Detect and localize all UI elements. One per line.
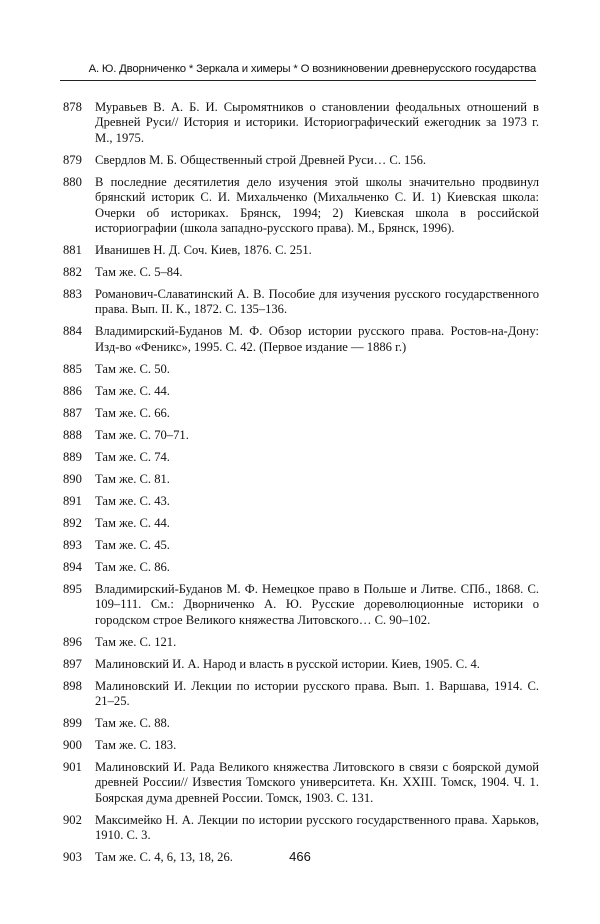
endnote-number: 878 [63,100,82,114]
endnote-item [63,100,539,146]
endnote-number: 890 [63,471,82,486]
endnote-item [63,657,539,672]
endnote-item [63,560,539,575]
endnote-item [63,175,539,237]
endnote-text: Там же. С. 5–84. [95,265,183,280]
endnote-text: Там же. С. 50. [95,361,170,376]
endnote-number: 885 [63,361,82,376]
endnote-text: Романович-Славатинский А. В. Пособие для изучения русского государственного права. Вып. II. К., 1872. С. 135–136. [95,287,539,317]
endnote-number: 895 [63,581,82,596]
endnote-text: Малиновский И. А. Народ и власть в русской истории. Киев, 1905. С. 4. [95,656,480,671]
endnote-number: 886 [63,383,82,398]
endnote-text: Муравьев В. А. Б. И. Сыромятников о становлении феодальных отношений в Древней Руси// История и историки. Историографический ежегодник за 1973 г. М., 1975. [95,100,539,145]
endnote-number: 882 [63,265,82,280]
endnote-item [63,760,539,806]
endnote-text: Там же. С. 66. [95,405,170,420]
endnote-number: 887 [63,405,82,420]
endnote-number: 879 [63,152,82,167]
endnote-text: Там же. С. 88. [95,716,170,731]
endnote-item [63,635,539,650]
endnote-item [63,516,539,531]
endnote-number: 900 [63,738,82,753]
endnote-item [63,153,539,168]
endnote-text: Там же. С. 86. [95,559,170,574]
endnote-number: 897 [63,656,82,671]
endnote-text: Там же. С. 74. [95,449,170,464]
endnote-item [63,813,539,844]
endnote-item [63,738,539,753]
endnote-text: Там же. С. 121. [95,634,177,649]
endnote-number: 891 [63,493,82,508]
endnote-text: Свердлов М. Б. Общественный строй Древней Руси… С. 156. [95,152,427,167]
endnote-number: 892 [63,515,82,530]
endnote-number: 880 [63,174,82,189]
page-number: 466 [289,849,311,864]
endnote-text: Там же. С. 183. [95,738,177,753]
endnote-item [63,582,539,628]
endnote-item [63,384,539,399]
endnote-item [63,362,539,377]
endnote-text: Там же. С. 81. [95,471,170,486]
endnote-number: 888 [63,427,82,442]
endnote-text: Максимейко Н. А. Лекции по истории русского государственного права. Харьков, 1910. С. 3. [95,812,539,843]
endnote-item [63,406,539,421]
endnote-text: В последние десятилетия дело изучения этой школы значительно продвинул брянский историк С. И. Михальченко (Михальченко С. И. 1) Киевская школа: Очерки об историках. Брянск, 1994; 2) Киевская школа в российской историографии (школа западно-русского права). М., Брянск, 1996). [95,174,539,236]
endnote-item [63,679,539,710]
endnote-number: 881 [63,243,82,258]
endnote-number: 883 [63,287,82,302]
endnote-item [63,324,539,355]
endnote-text: Малиновский И. Лекции по истории русского права. Вып. 1. Варшава, 1914. С. 21–25. [95,678,539,709]
endnote-text: Там же. С. 70–71. [95,427,189,442]
endnotes-list [63,100,539,872]
endnote-item [63,472,539,487]
endnote-item [63,428,539,443]
endnote-number: 889 [63,449,82,464]
endnote-number: 894 [63,559,82,574]
endnote-text: Там же. С. 4, 6, 13, 18, 26. [95,850,233,865]
endnote-number: 884 [63,324,82,339]
endnote-number: 896 [63,634,82,649]
endnote-text: Там же. С. 44. [95,383,170,398]
endnote-number: 903 [63,850,82,865]
endnote-item [63,538,539,553]
endnote-item [63,243,539,258]
endnote-item [63,287,539,318]
running-header: А. Ю. Дворниченко * Зеркала и химеры * О возникновении древнерусского государства [88,63,536,75]
endnote-item [63,265,539,280]
endnote-text: Малиновский И. Рада Великого княжества Литовского в связи с боярской думой древней России// Известия Томского университета. Кн. XXIII. Томск, 1904. Ч. 1. Боярская дума древней России. Томск, 1903. С. 131. [95,760,539,805]
endnote-text: Там же. С. 44. [95,515,170,530]
endnote-number: 899 [63,716,82,731]
endnote-text: Владимирский-Буданов М. Ф. Немецкое право в Польше и Литве. СПб., 1868. С. 109–111. См.: Дворниченко А. Ю. Русские дореволюционные историки о городском строе Великого княжества Литовского… С. 90–102. [95,581,539,627]
endnote-item [63,450,539,465]
endnote-number: 898 [63,678,82,693]
endnote-text: Иванишев Н. Д. Соч. Киев, 1876. С. 251. [95,243,312,258]
header-rule [60,80,536,81]
endnote-text: Там же. С. 45. [95,537,170,552]
endnote-text: Там же. С. 43. [95,493,170,508]
endnote-item [63,716,539,731]
endnote-text: Владимирский-Буданов М. Ф. Обзор истории русского права. Ростов-на-Дону: Изд-во «Феникс», 1995. С. 42. (Первое издание — 1886 г.) [95,324,539,354]
endnote-number: 902 [63,812,82,827]
endnote-number: 893 [63,537,82,552]
endnote-item [63,494,539,509]
endnote-number: 901 [63,760,82,775]
